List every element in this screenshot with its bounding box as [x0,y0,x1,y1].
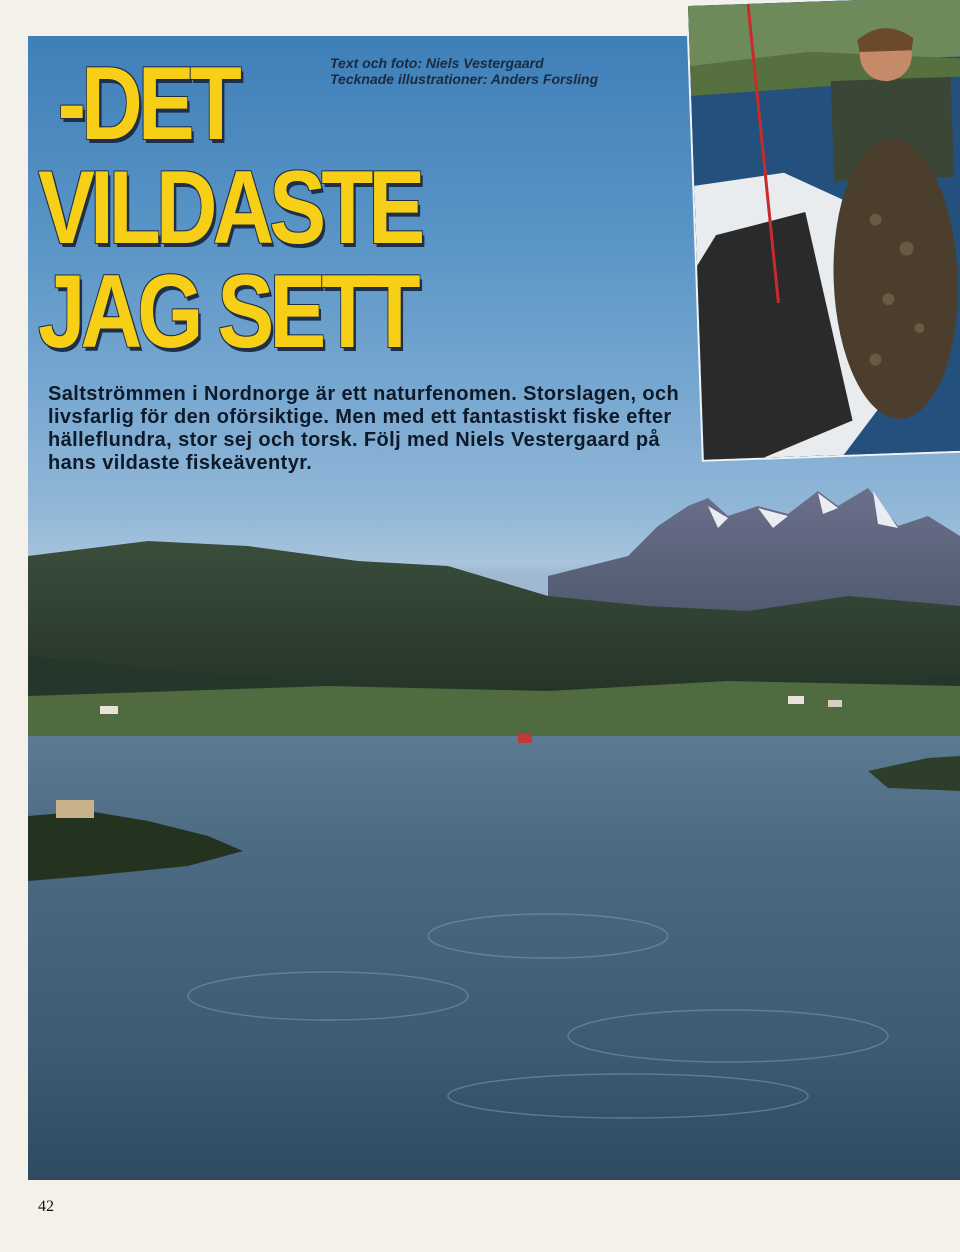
article-lead-paragraph: Saltströmmen i Nordnorge är ett naturfenomen. Storslagen, och livsfarlig för den oförsiktige. Men med ett fantastiskt fiske efter hälleflundra, stor sej och torsk. Följ med Niels Vestergaard på hans vildaste fiskeäventyr. [48,383,680,474]
headline-line-2: VILDASTE [38,150,421,266]
halibut-illustration [688,0,960,460]
credit-text-photo: Text och foto: Niels Vestergaard [330,55,544,71]
article-headline [38,46,421,370]
credit-illustrations: Tecknade illustrationer: Anders Forsling [330,71,599,87]
inset-photo-halibut-catch [688,0,960,460]
headline-line-1: -DET [57,46,237,162]
headline-line-3: JAG SETT [38,254,416,370]
page-number: 42 [38,1198,54,1215]
